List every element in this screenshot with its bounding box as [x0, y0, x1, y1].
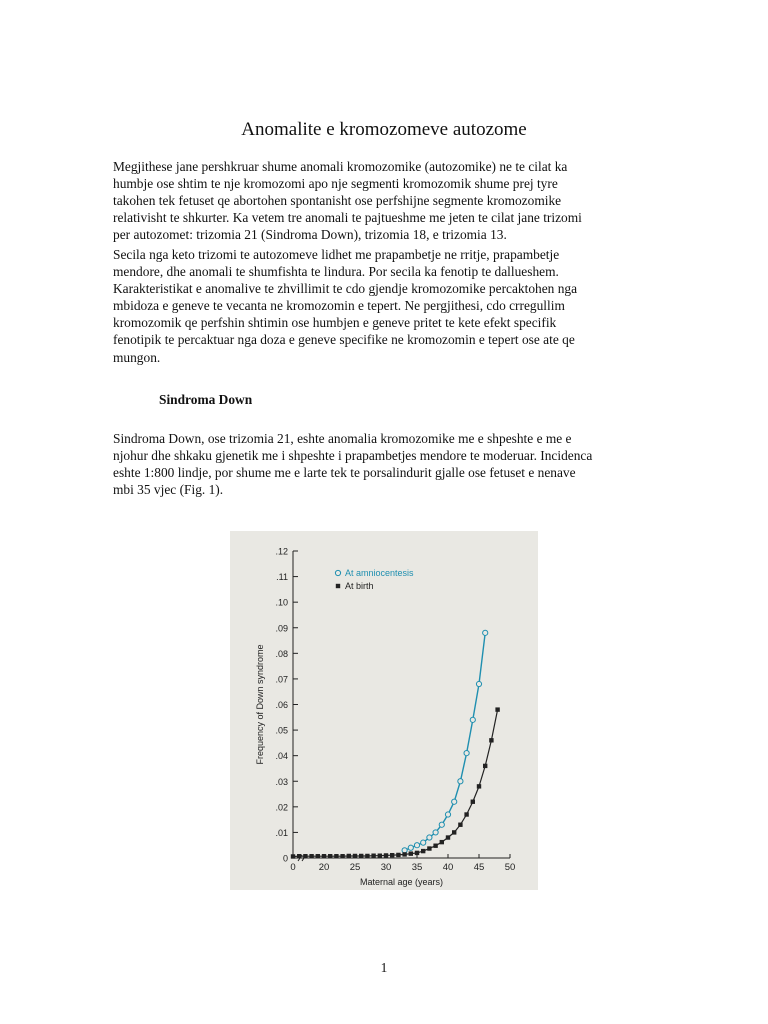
text-line: takohen tek fetuset qe abortohen spontanisht ose perfshijne segmente kromozomike — [113, 193, 562, 209]
data-point-birth — [477, 784, 481, 788]
data-point-amniocentesis — [464, 751, 469, 756]
data-point-birth — [365, 854, 369, 858]
y-tick-label: .01 — [275, 827, 288, 838]
series-line — [405, 633, 486, 850]
data-point-birth — [421, 849, 425, 853]
y-tick-label: .07 — [275, 674, 288, 685]
data-point-birth — [322, 854, 326, 858]
data-point-birth — [489, 738, 493, 742]
data-point-amniocentesis — [414, 843, 419, 848]
y-tick-label: .05 — [275, 725, 288, 736]
x-tick-label: 25 — [349, 862, 361, 873]
data-point-amniocentesis — [452, 799, 457, 804]
data-point-birth — [452, 830, 456, 834]
data-point-birth — [347, 854, 351, 858]
data-point-amniocentesis — [476, 681, 481, 686]
paragraph-down-syndrome — [113, 430, 655, 498]
x-tick-label: 30 — [380, 862, 392, 873]
data-point-birth — [440, 840, 444, 844]
data-point-birth — [402, 852, 406, 856]
legend-marker-amniocentesis — [335, 570, 340, 575]
x-tick-label: 40 — [442, 862, 454, 873]
data-point-birth — [495, 707, 499, 711]
paragraph-intro — [113, 158, 655, 243]
y-tick-label: .02 — [275, 802, 288, 813]
legend-label: At birth — [345, 581, 374, 591]
data-point-birth — [433, 844, 437, 848]
y-tick-label: .03 — [275, 776, 288, 787]
section-heading: Sindroma Down — [159, 392, 253, 407]
data-point-amniocentesis — [470, 717, 475, 722]
text-line: fenotipik te percaktuar nga doza e geneve specifike ne kromozomin e tepert ose ate qe — [113, 332, 575, 348]
text-line: mbi 35 vjec (Fig. 1). — [113, 482, 224, 498]
data-point-birth — [409, 851, 413, 855]
data-point-birth — [483, 764, 487, 768]
data-point-birth — [471, 800, 475, 804]
data-point-amniocentesis — [439, 822, 444, 827]
data-point-birth — [396, 853, 400, 857]
y-tick-label: .04 — [275, 751, 288, 762]
x-tick-label: 35 — [411, 862, 423, 873]
data-point-amniocentesis — [408, 845, 413, 850]
legend-label: At amniocentesis — [345, 568, 414, 578]
text-line: mbidoza e geneve te vecanta ne kromozomin e tepert. Ne pergjithesi, cdo crregullim — [113, 298, 565, 314]
text-line: Secila nga keto trizomi te autozomeve lidhet me prapambetje ne rritje, prapambetje — [113, 247, 560, 262]
data-point-birth — [316, 854, 320, 858]
data-point-birth — [371, 853, 375, 857]
data-point-birth — [427, 846, 431, 850]
figure-down-syndrome-chart — [230, 531, 538, 890]
data-point-amniocentesis — [427, 835, 432, 840]
text-line: mendore, dhe anomali te shumfishta te lindura. Por secila ka fenotip te dallueshem. — [113, 264, 559, 280]
text-line: mungon. — [113, 349, 161, 365]
data-point-birth — [390, 853, 394, 857]
y-tick-label: .09 — [275, 623, 288, 634]
data-point-birth — [458, 823, 462, 827]
text-line: Sindroma Down, ose trizomia 21, eshte anomalia kromozomike me e shpeshte e me e — [113, 431, 572, 446]
data-point-birth — [328, 854, 332, 858]
text-line: njohur dhe shkaku gjenetik me i shpeshte i prapambetjes mendore te moderuar. Incidenca — [113, 448, 593, 464]
data-point-amniocentesis — [402, 848, 407, 853]
y-axis-label: Frequency of Down syndrome — [255, 644, 265, 765]
data-point-birth — [353, 854, 357, 858]
text-line: Megjithese jane pershkruar shume anomali kromozomike (autozomike) ne te cilat ka — [113, 159, 568, 174]
data-point-amniocentesis — [483, 630, 488, 635]
text-line: Karakteristikat e anomalive te zhvillimit te cdo gjendje kromozomike percaktohen nga — [113, 281, 578, 297]
x-tick-label: 45 — [473, 862, 485, 873]
data-point-amniocentesis — [433, 830, 438, 835]
data-point-birth — [334, 854, 338, 858]
data-point-birth — [384, 853, 388, 857]
x-tick-label: 50 — [504, 862, 516, 873]
data-point-birth — [291, 854, 295, 858]
text-line: humbje ose shtim te nje kromozomi apo nje segmenti kromozomik shume prej tyre — [113, 176, 558, 192]
data-point-birth — [340, 854, 344, 858]
x-tick-label: 20 — [318, 862, 330, 873]
data-point-birth — [359, 854, 363, 858]
data-point-birth — [303, 854, 307, 858]
data-point-birth — [297, 854, 301, 858]
data-point-birth — [309, 854, 313, 858]
page-number: 1 — [380, 960, 388, 975]
data-point-amniocentesis — [421, 840, 426, 845]
y-tick-label: .10 — [275, 597, 288, 608]
data-point-birth — [378, 853, 382, 857]
data-point-birth — [446, 835, 450, 839]
page-title: Anomalite e kromozomeve autozome — [241, 119, 527, 140]
legend-marker-birth — [336, 584, 340, 588]
y-tick-label: .08 — [275, 648, 288, 659]
paragraph-phenotype — [113, 246, 655, 366]
data-point-amniocentesis — [458, 779, 463, 784]
text-line: eshte 1:800 lindje, por shume me e larte tek te porsalindurit gjalle ose fetuset e nenave — [113, 465, 576, 481]
y-tick-label: .06 — [275, 700, 288, 710]
chart-svg — [230, 531, 538, 890]
text-line: kromozomik qe perfshin shtimin ose humbjen e geneve pritet te kete efekt specifik — [113, 315, 557, 331]
x-tick-label: 0 — [290, 862, 296, 873]
series-line — [293, 710, 498, 857]
y-tick-label: .11 — [276, 572, 288, 583]
x-axis-label: Maternal age (years) — [359, 877, 444, 887]
y-tick-label: .12 — [275, 546, 288, 557]
text-line: per autozomet: trizomia 21 (Sindroma Down), trizomia 18, e trizomia 13. — [113, 227, 507, 243]
data-point-birth — [464, 812, 468, 816]
data-point-amniocentesis — [445, 812, 450, 817]
y-tick-label: 0 — [282, 853, 288, 864]
text-line: relativisht te shkurter. Ka vetem tre anomali te pajtueshme me jeten te cilat jane trizomi — [113, 210, 582, 226]
data-point-birth — [415, 851, 419, 855]
